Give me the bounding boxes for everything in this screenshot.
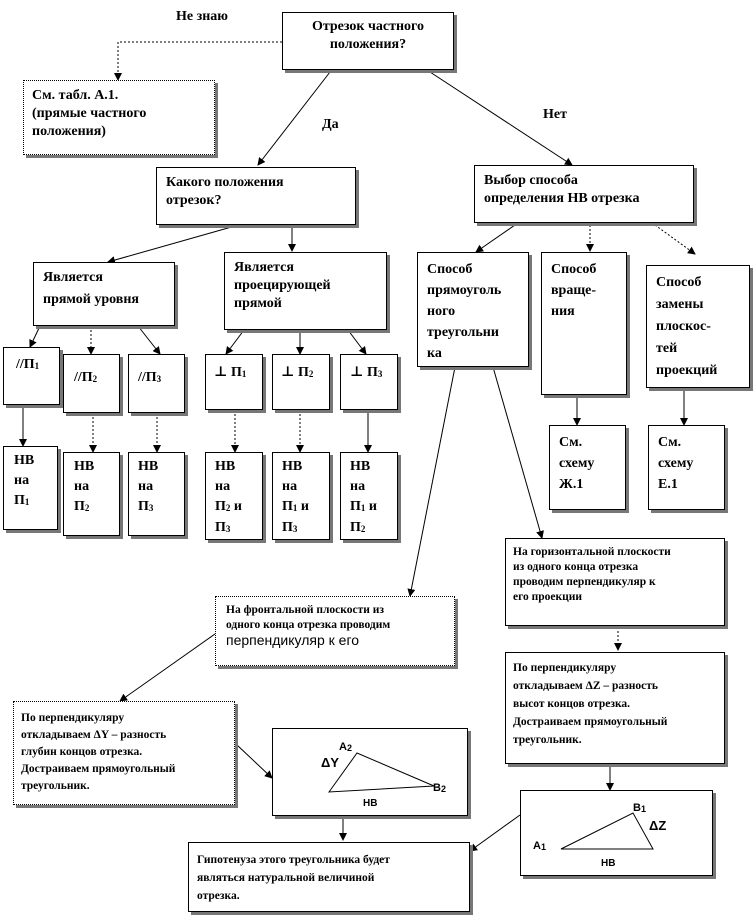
node-text: Достраиваем прямоугольный bbox=[513, 716, 668, 728]
node-parallel-p1 bbox=[3, 347, 60, 405]
node-text: Ж.1 bbox=[559, 477, 584, 492]
node-text: ка bbox=[427, 346, 442, 361]
point-letter: A bbox=[533, 840, 541, 852]
node-text: Е.1 bbox=[658, 477, 678, 492]
node-text: тей bbox=[656, 341, 678, 356]
node-text: и bbox=[230, 499, 242, 514]
node-text: НВ bbox=[282, 459, 303, 474]
point-b2-label bbox=[433, 779, 446, 798]
node-subscript: 2 bbox=[84, 503, 90, 513]
node-text: П bbox=[350, 520, 361, 535]
point-letter: B bbox=[433, 782, 441, 794]
node-text: перпендикуляр к его bbox=[226, 632, 360, 648]
node-projecting-line bbox=[224, 252, 387, 330]
node-nv-p1-p3 bbox=[272, 452, 330, 540]
node-text: НВ bbox=[14, 453, 35, 468]
point-b1-label bbox=[633, 799, 646, 818]
node-text: На фронтальной плоскости из bbox=[226, 604, 385, 616]
node-text: проекций bbox=[656, 363, 718, 378]
node-level-line bbox=[33, 262, 175, 326]
true-length-label: НВ bbox=[601, 858, 616, 869]
node-nv-p2 bbox=[63, 452, 120, 536]
node-text: Отрезок частного bbox=[311, 19, 425, 34]
node-text: высот концов отрезка. bbox=[513, 698, 631, 710]
node-text: См. табл. А.1. bbox=[32, 88, 119, 103]
node-parallel-p3 bbox=[128, 354, 185, 413]
arrow-root-to-table bbox=[118, 42, 282, 80]
node-text: положения) bbox=[32, 124, 106, 139]
node-text: схему bbox=[658, 456, 694, 471]
node-replace-planes-method bbox=[646, 265, 750, 388]
node-text: По перпендикуляру bbox=[21, 712, 125, 724]
node-text: схему bbox=[559, 456, 595, 471]
node-nv-p1-p2 bbox=[340, 452, 398, 540]
node-text: На горизонтальной плоскости bbox=[513, 546, 671, 558]
node-text: из одного конца отрезка bbox=[513, 561, 639, 573]
node-nv-p1 bbox=[3, 446, 58, 530]
point-subscript: 1 bbox=[640, 804, 646, 814]
node-text: и bbox=[365, 499, 377, 514]
node-subscript: 2 bbox=[225, 503, 231, 513]
node-text: Способ bbox=[656, 275, 702, 290]
node-text: треугольник. bbox=[21, 780, 90, 792]
node-text: положения? bbox=[329, 37, 407, 52]
node-text: Гипотенуза этого треугольника будет bbox=[197, 854, 390, 866]
node-text: ния bbox=[551, 304, 575, 319]
node-horizontal-plane-step bbox=[505, 538, 725, 626]
node-text: отрезка. bbox=[197, 890, 240, 902]
node-text: на bbox=[282, 479, 298, 494]
node-text: откладываем ΔZ – разность bbox=[513, 680, 659, 692]
node-text: и bbox=[297, 499, 309, 514]
node-text: прямой bbox=[234, 296, 282, 311]
node-text: на bbox=[74, 479, 90, 494]
node-text: П bbox=[74, 499, 85, 514]
true-length-label: НВ bbox=[363, 798, 378, 809]
node-subscript: 3 bbox=[225, 524, 231, 534]
node-text: замены bbox=[656, 297, 704, 312]
node-frontal-plane-step bbox=[215, 596, 455, 666]
node-subscript: 2 bbox=[308, 369, 314, 379]
node-text: НВ bbox=[74, 459, 95, 474]
node-text: одного конца отрезка проводим bbox=[226, 619, 391, 631]
node-text: глубин концов отрезка. bbox=[21, 746, 143, 758]
node-text: проводим перпендикуляр к bbox=[513, 576, 656, 588]
triangle-horizontal-figure bbox=[521, 791, 714, 877]
node-perpendicular-p2 bbox=[272, 354, 330, 410]
node-triangle-frontal bbox=[272, 728, 468, 816]
node-text: треугольни bbox=[427, 325, 499, 340]
node-subscript: 1 bbox=[241, 369, 247, 379]
delta-y-label: ΔY bbox=[321, 755, 340, 770]
node-text: Какого положения bbox=[166, 175, 284, 190]
node-subscript: 1 bbox=[34, 361, 40, 371]
arrow-root-to-which bbox=[258, 72, 330, 165]
node-hypotenuse-conclusion bbox=[188, 842, 470, 912]
node-subscript: 3 bbox=[292, 524, 298, 534]
node-text: //П bbox=[138, 370, 157, 385]
node-subscript: 2 bbox=[92, 374, 98, 384]
node-text: //П bbox=[16, 357, 35, 372]
node-text: П bbox=[282, 520, 293, 535]
node-text: НВ bbox=[138, 459, 159, 474]
node-text: П bbox=[282, 499, 293, 514]
point-subscript: 1 bbox=[540, 842, 546, 852]
node-text: на bbox=[215, 479, 231, 494]
node-text: Способ bbox=[551, 262, 597, 277]
node-text: НВ bbox=[215, 459, 236, 474]
node-text: ⊥ П bbox=[350, 365, 378, 380]
node-text: его проекции bbox=[513, 591, 583, 603]
node-text: прямоуголь bbox=[427, 283, 502, 298]
node-text: См. bbox=[658, 435, 682, 450]
node-text: НВ bbox=[350, 459, 371, 474]
node-text: являться натуральной величиной bbox=[197, 872, 375, 884]
node-parallel-p2 bbox=[63, 354, 120, 413]
node-subscript: 1 bbox=[360, 503, 366, 513]
node-text: П bbox=[215, 499, 226, 514]
node-text: Является bbox=[43, 270, 103, 285]
node-text: П bbox=[215, 520, 226, 535]
point-letter: A bbox=[339, 741, 347, 753]
node-text: проецирующей bbox=[234, 278, 331, 293]
node-text: прямой уровня bbox=[43, 292, 139, 307]
node-text: По перпендикуляру bbox=[513, 662, 617, 674]
node-choose-method bbox=[474, 165, 694, 223]
node-text: ⊥ П bbox=[281, 365, 309, 380]
node-text: на bbox=[138, 479, 154, 494]
label-no: Нет bbox=[543, 107, 567, 122]
node-text: плоскос- bbox=[656, 319, 711, 334]
node-text: П bbox=[138, 499, 149, 514]
node-nv-p3 bbox=[128, 452, 185, 536]
node-subscript: 3 bbox=[156, 374, 162, 384]
node-text: Выбор способа bbox=[484, 173, 578, 188]
node-perpendicular-p1 bbox=[205, 354, 263, 410]
node-text: определения НВ отрезка bbox=[484, 191, 640, 206]
node-triangle-method bbox=[417, 252, 529, 367]
node-perpendicular-p3 bbox=[340, 354, 398, 410]
node-see-scheme-zh1 bbox=[549, 425, 626, 510]
node-text: //П bbox=[74, 370, 93, 385]
node-text: на bbox=[350, 479, 366, 494]
node-text: Является bbox=[234, 260, 294, 275]
node-text: Способ bbox=[427, 262, 473, 277]
node-text: откладываем ΔY – разность bbox=[21, 729, 167, 741]
node-text: (прямые частного bbox=[32, 106, 147, 121]
node-text: П bbox=[350, 499, 361, 514]
node-which-position bbox=[156, 167, 356, 225]
node-text: Достраиваем прямоугольный bbox=[21, 763, 176, 775]
label-dont-know: Не знаю bbox=[176, 9, 228, 24]
label-yes: Да bbox=[322, 117, 339, 132]
node-text: треугольник. bbox=[513, 734, 582, 746]
node-subscript: 1 bbox=[292, 503, 298, 513]
node-delta-z-step bbox=[505, 652, 725, 764]
node-text: враще- bbox=[551, 283, 597, 298]
node-subscript: 1 bbox=[24, 497, 30, 507]
node-text: ⊥ П bbox=[214, 365, 242, 380]
node-subscript: 3 bbox=[148, 503, 154, 513]
point-letter: B bbox=[633, 802, 641, 814]
node-text: ного bbox=[427, 304, 456, 319]
node-subscript: 3 bbox=[377, 369, 383, 379]
node-nv-p2-p3 bbox=[205, 452, 263, 540]
node-text: См. bbox=[559, 435, 583, 450]
node-rotation-method bbox=[541, 252, 627, 395]
node-delta-y-step bbox=[13, 701, 235, 805]
point-a2-label bbox=[339, 738, 352, 757]
point-subscript: 2 bbox=[440, 784, 446, 794]
node-triangle-horizontal bbox=[520, 790, 713, 876]
node-text: на bbox=[14, 473, 30, 488]
delta-z-label: ΔZ bbox=[649, 818, 667, 833]
point-subscript: 2 bbox=[346, 743, 352, 753]
node-text: отрезок? bbox=[166, 193, 222, 208]
node-see-scheme-e1 bbox=[648, 425, 725, 510]
node-root-question bbox=[282, 12, 454, 70]
node-text: П bbox=[14, 493, 25, 508]
node-subscript: 2 bbox=[360, 524, 366, 534]
node-see-table bbox=[23, 80, 215, 155]
point-a1-label bbox=[533, 837, 546, 856]
